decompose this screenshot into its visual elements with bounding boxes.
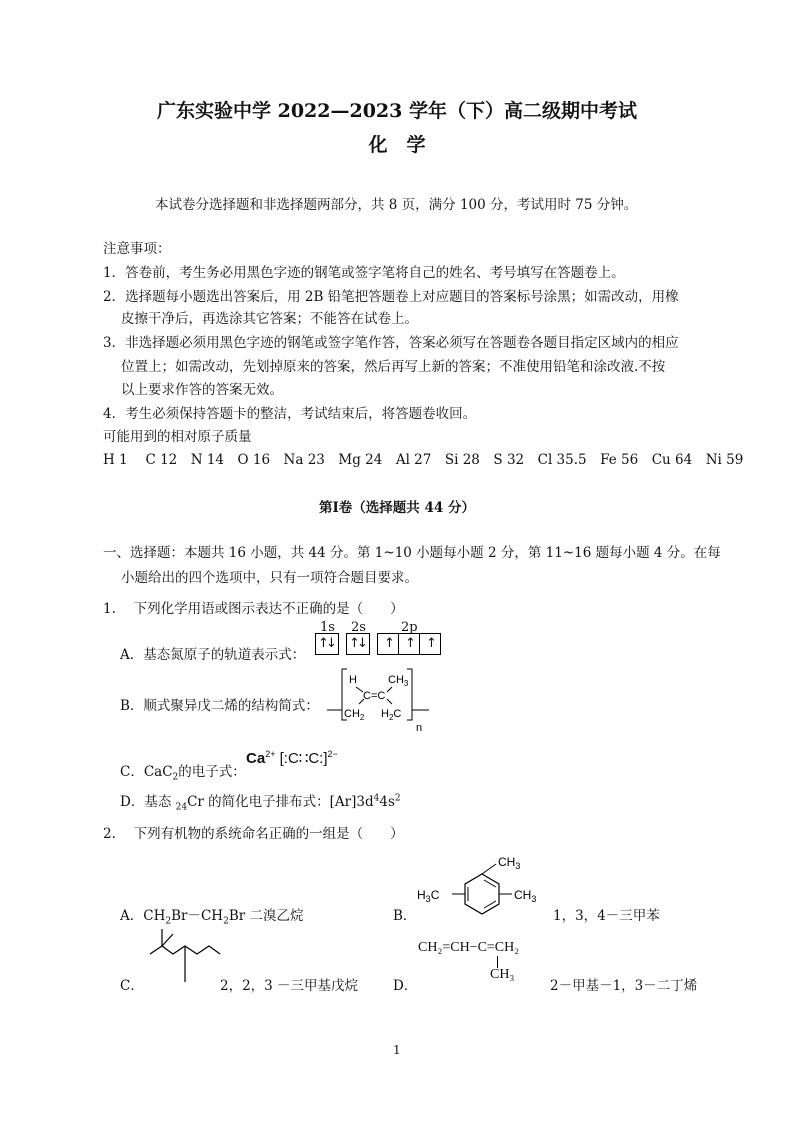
subject-title: 化 学	[368, 134, 426, 156]
struct-double-bond: C=C	[363, 690, 386, 702]
svg-text:CH2: $CH_2$	[344, 708, 365, 722]
orbital-label-2p: 2p	[401, 620, 418, 635]
svg-text:H3C: $H_3C$	[417, 888, 440, 904]
trimethylpentane-skeleton	[148, 924, 223, 986]
q2-option-c: C．	[120, 978, 144, 994]
svg-text:CH3: $CH_3$	[388, 674, 409, 688]
q2-option-c-name: 2，2，3 －三甲基戊烷	[220, 978, 359, 994]
q2-option-d-formula: CH₂=CH−C=CH₂	[418, 940, 520, 955]
atomic-mass-list: H 1 C 12 N 14 O 16 Na 23 Mg 24 Al 27 Si 28 S 32 Cl 35.5 Fe 56 Cu 64 Ni 59	[103, 452, 744, 468]
q2-option-d-branch: CH₃	[490, 967, 515, 982]
notice-item-3-cont1: 位置上；如需改动，先划掉原来的答案，然后再写上新的答案；不准使用铅笔和涂改液.不按	[121, 359, 666, 375]
q1-stem: 1. 下列化学用语或图示表达不正确的是（ ）	[103, 601, 404, 617]
orbital-label-2s: 2s	[351, 620, 366, 635]
svg-text:CH3: $CH_3$	[498, 855, 521, 871]
q1-option-b: B．顺式聚异戊二烯的结构简式：	[120, 698, 319, 714]
page-number: 1	[393, 1043, 401, 1057]
orbital-label-1s: 1s	[320, 620, 335, 635]
trimethylbenzene-structure	[412, 850, 552, 930]
intro-text: 本试卷分选择题和非选择题两部分，共 8 页，满分 100 分，考试用时 75 分钟。	[155, 197, 638, 213]
q2-option-d-name: 2－甲基－1，3－二丁烯	[550, 978, 698, 994]
cac2-electron-formula: $Ca^{2+}$ [:C∷C:]$^{2-}$	[246, 749, 338, 767]
q1-option-d: D．基态 $_{24}$Cr 的简化电子排布式：$[Ar]3d^44s^2$	[120, 793, 401, 813]
struct-n: n	[416, 722, 423, 734]
svg-text:CH3: $CH_3$	[514, 888, 537, 904]
notice-item-1: 1．答卷前，考生务必用黑色字迹的钢笔或签字笔将自己的姓名、考号填写在答题卷上。	[103, 265, 625, 281]
q2-option-b-name: 1，3，4－三甲苯	[553, 908, 660, 924]
q2-option-d: D．	[393, 978, 418, 994]
section-instruction: 一、选择题：本题共 16 小题，共 44 分。第 1~10 小题每小题 2 分，第 11~16 题每小题 4 分。在每	[103, 545, 721, 561]
q2-stem: 2. 下列有机物的系统命名正确的一组是（ ）	[103, 826, 404, 842]
notice-item-2-cont: 皮擦干净后，再选涂其它答案；不能答在试卷上。	[121, 311, 418, 327]
q2-option-a: A．$CH_2Br-CH_2Br$ 二溴乙烷	[120, 908, 304, 927]
exam-title: 广东实验中学 2022—2023 学年（下）高二级期中考试	[157, 100, 637, 122]
q1-option-c: C．CaC$_2$的电子式：	[120, 764, 246, 783]
svg-text:H2C: $H_2C$	[381, 708, 402, 722]
notice-item-2: 2．选择题每小题选出答案后，用 2B 铅笔把答题卷上对应题目的答案标号涂黑；如需改动，用橡	[103, 289, 679, 305]
notice-item-3: 3．非选择题必须用黑色字迹的钢笔或签字笔作答，答案必须写在答题卷各题目指定区域内的相应	[103, 335, 679, 351]
struct-h: H	[349, 674, 357, 686]
section-instruction-cont: 小题给出的四个选项中，只有一项符合题目要求。	[121, 570, 418, 586]
notice-item-3-cont2: 以上要求作答的答案无效。	[121, 382, 283, 398]
q1-option-a: A．基态氮原子的轨道表示式：	[120, 647, 306, 663]
section-title: 第Ⅰ卷（选择题共 44 分）	[318, 500, 475, 516]
notice-heading: 注意事项：	[103, 241, 171, 257]
polyisoprene-structure	[325, 665, 435, 737]
atomic-mass-heading: 可能用到的相对原子质量	[103, 429, 252, 445]
notice-item-4: 4．考生必须保持答题卡的整洁，考试结束后，将答题卷收回。	[103, 406, 477, 422]
q2-option-b: B．	[393, 908, 417, 924]
